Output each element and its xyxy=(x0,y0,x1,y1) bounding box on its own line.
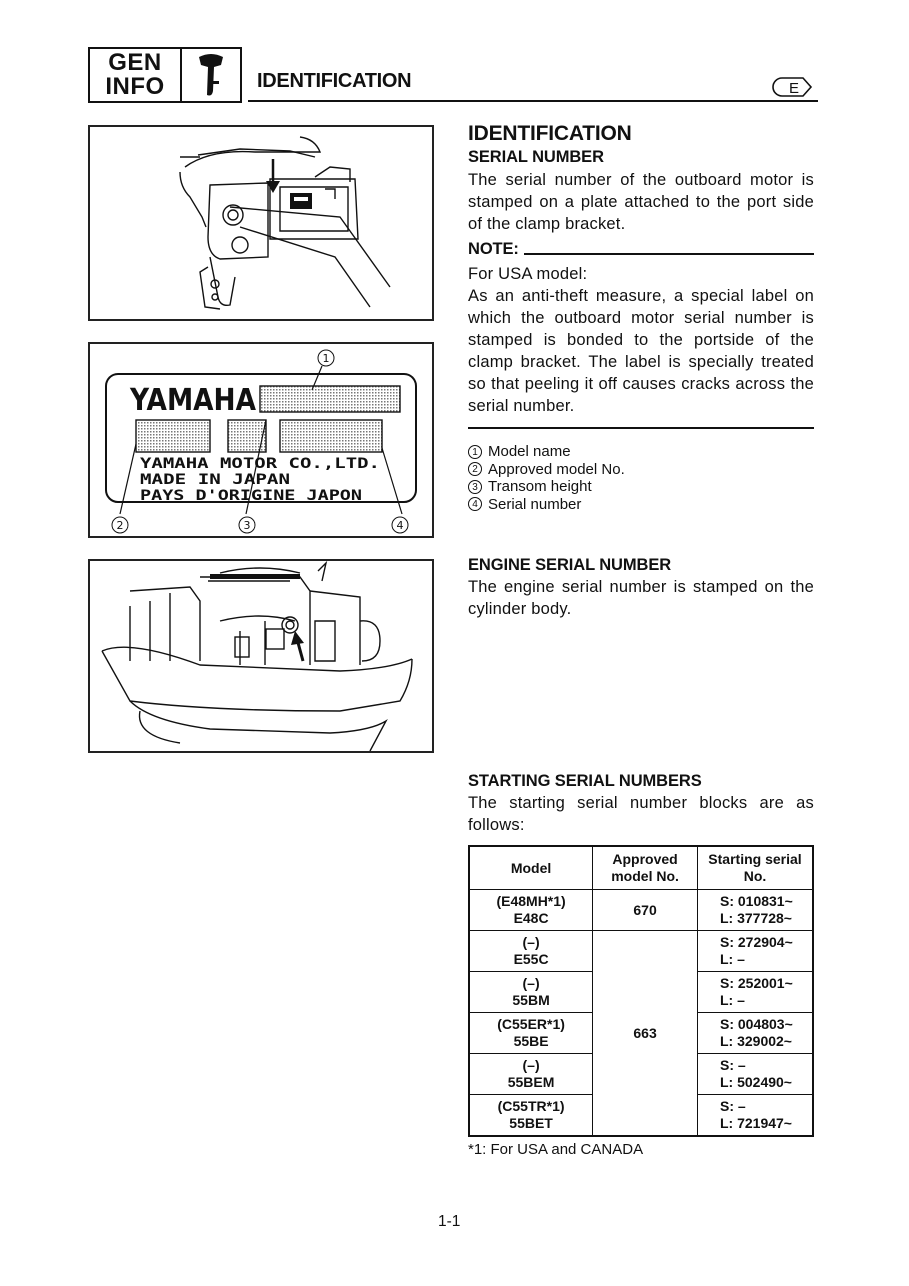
serial-cell: S: 252001~ L: – xyxy=(697,972,813,1013)
model-cell: (–) 55BM xyxy=(469,972,593,1013)
note-end-rule xyxy=(468,427,814,429)
header-starting: Starting serial No. xyxy=(697,846,813,890)
header-rule xyxy=(248,100,818,102)
engine-serial-text: The engine serial number is stamped on the cylinder body. xyxy=(468,578,814,618)
model-cell: (C55ER*1) 55BE xyxy=(469,1013,593,1054)
clamp-bracket-illustration xyxy=(90,127,432,319)
flywheel-teeth xyxy=(210,574,300,579)
model-cell: (–) E55C xyxy=(469,931,593,972)
approved-model-field xyxy=(136,420,210,452)
header-title: IDENTIFICATION xyxy=(257,70,412,92)
outboard-motor-icon xyxy=(182,49,240,101)
callout-legend xyxy=(468,443,625,513)
note-rule xyxy=(524,253,814,255)
serial-cell: S: 010831~ L: 377728~ xyxy=(697,890,813,931)
callout-4-label: 4 xyxy=(396,519,404,532)
serial-table xyxy=(468,845,814,1137)
plate-line3: PAYS D'ORIGINE JAPON xyxy=(140,488,362,504)
starting-serial-text: The starting serial number blocks are as follows: xyxy=(468,794,814,834)
engine-illustration xyxy=(90,561,432,751)
approved-cell: 663 xyxy=(593,931,698,1137)
serial-number-field xyxy=(280,420,382,452)
badge-text xyxy=(90,49,182,101)
legend-item: 2 Approved model No. xyxy=(468,461,625,479)
table-row xyxy=(469,931,813,972)
serial-label-figure xyxy=(88,342,434,538)
lang-code: E xyxy=(789,80,800,97)
badge-line1: GEN xyxy=(108,49,162,76)
legend-item: 4 Serial number xyxy=(468,496,625,514)
plate-line2: MADE IN JAPAN xyxy=(140,472,290,488)
model-name-field xyxy=(260,386,400,412)
note-label: NOTE: xyxy=(468,240,519,258)
header-model: Model xyxy=(469,846,593,890)
engine-figure xyxy=(88,559,434,753)
legend-item: 1 Model name xyxy=(468,443,625,461)
approved-cell: 670 xyxy=(593,890,698,931)
section-badge xyxy=(88,47,242,103)
plate-brand: YAMAHA xyxy=(129,383,257,418)
model-cell: (–) 55BEM xyxy=(469,1054,593,1095)
callout-3-label: 3 xyxy=(243,519,251,532)
legend-item: 3 Transom height xyxy=(468,478,625,496)
callout-2-label: 2 xyxy=(116,519,124,532)
serial-cell: S: 272904~ L: – xyxy=(697,931,813,972)
callout-1-label: 1 xyxy=(322,352,330,365)
model-cell: (E48MH*1) E48C xyxy=(469,890,593,931)
serial-number-heading: SERIAL NUMBER xyxy=(468,148,604,166)
table-footnote: *1: For USA and CANADA xyxy=(468,1141,644,1158)
engine-serial-heading: ENGINE SERIAL NUMBER xyxy=(468,556,672,574)
table-row xyxy=(469,890,813,931)
page-number: 1-1 xyxy=(438,1213,461,1230)
note-line1: For USA model: xyxy=(468,265,588,283)
english-language-icon xyxy=(772,75,814,99)
clamp-bracket-figure xyxy=(88,125,434,321)
serial-number-text: The serial number of the outboard motor is stamped on a plate attached to the port side of the clamp bracket. xyxy=(468,171,814,233)
starting-serial-heading: STARTING SERIAL NUMBERS xyxy=(468,772,702,790)
plate-line1: YAMAHA MOTOR CO.,LTD. xyxy=(140,456,380,472)
model-cell: (C55TR*1) 55BET xyxy=(469,1095,593,1137)
serial-cell: S: 004803~ L: 329002~ xyxy=(697,1013,813,1054)
section-title: IDENTIFICATION xyxy=(468,122,632,145)
serial-label-illustration xyxy=(90,344,432,536)
badge-line2: INFO xyxy=(105,73,165,100)
serial-cell: S: – L: 721947~ xyxy=(697,1095,813,1137)
header-approved: Approved model No. xyxy=(593,846,698,890)
serial-cell: S: – L: 502490~ xyxy=(697,1054,813,1095)
table-header-row xyxy=(469,846,813,890)
note-text: As an anti-theft measure, a special label on which the outboard motor serial number is stamped is bonded to the portside of the clamp bracket. The label is specially treated so that peeling it off causes cracks across the serial number. xyxy=(468,287,814,415)
